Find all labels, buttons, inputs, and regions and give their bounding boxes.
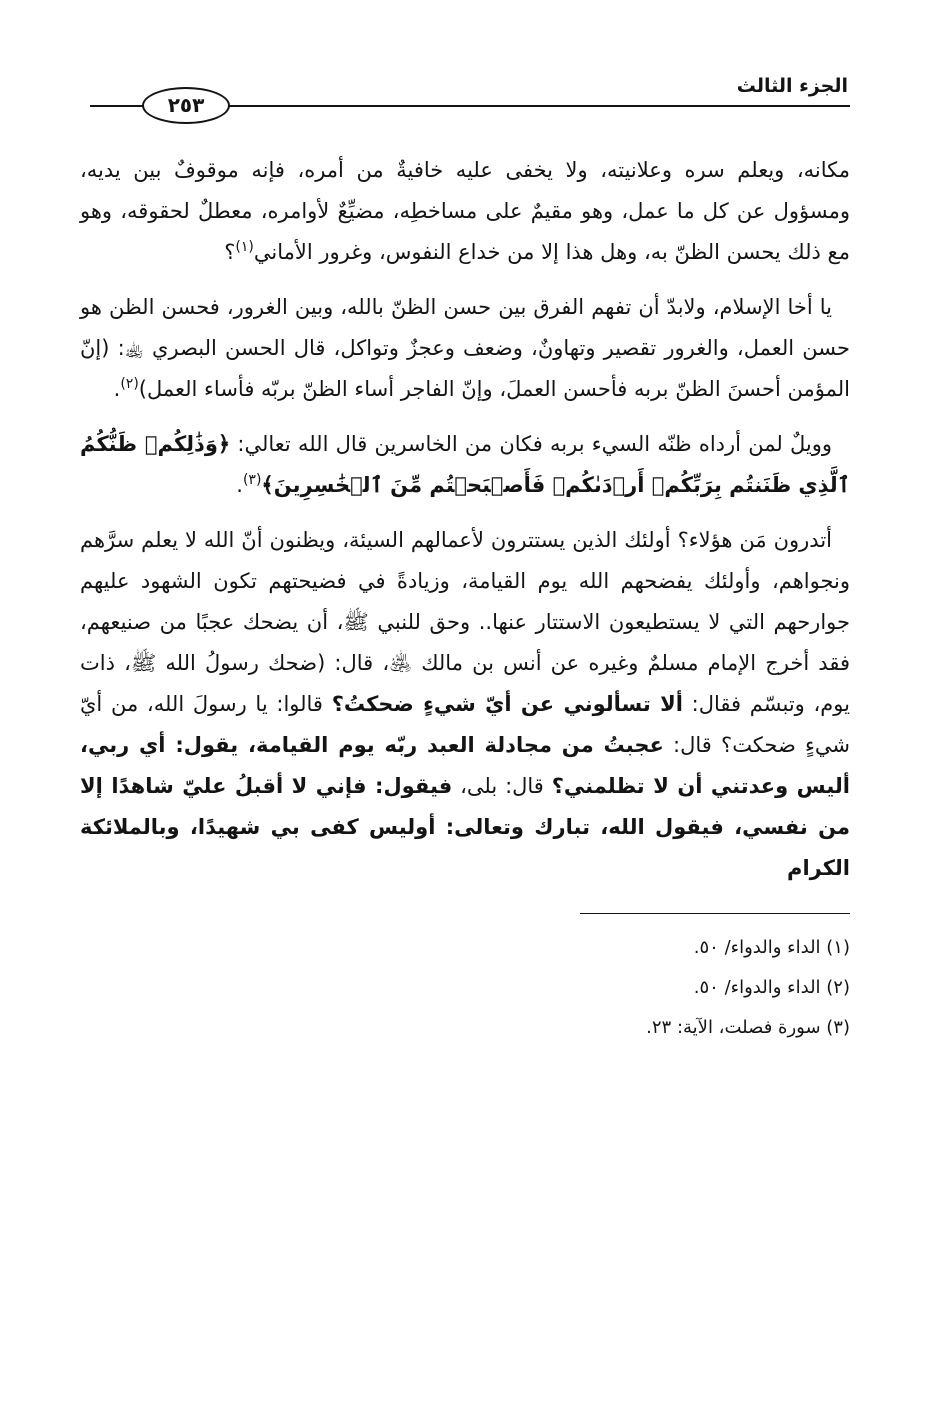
paragraph [80,520,850,889]
footnote-rule [580,913,850,914]
footnote-3: (٣) سورة فصلت، الآية: ٢٣. [646,1017,850,1038]
hadith-text: عجبتُ من مجادلة العبد ربّه يوم القيامة، يقول: أي ربي، أليس وعدتني أن لا تظلمني؟ [80,733,850,798]
text-segment: . [236,473,243,497]
text-segment: قالوا: يا رسولَ الله، من أيّ شيءٍ ضحكت؟ قال: [80,692,850,757]
footnote-reference: (٢) [120,376,139,392]
quran-verse: ﴿وَذَٰلِكُمۡ ظَنُّكُمُ ٱلَّذِي ظَنَنتُم بِرَبِّكُمۡ أَرۡدَىٰكُمۡ فَأَصۡبَحۡتُم مِّنَ ٱلۡخَٰسِرِينَ﴾ [80,432,850,497]
paragraph [80,287,850,410]
running-header [80,64,850,120]
text-segment: . [113,377,121,401]
book-page [80,64,850,1364]
text-segment: قال: بلى، [452,774,552,798]
text-segment: مكانه، ويعلم سره وعلانيته، ولا يخفى عليه خافيةٌ من أمره، فإنه موقوفٌ بين يديه، ومسؤول عن كل ما عمل، وهو مقيمٌ على مساخطِه، مضيِّعٌ لأوامره، معطلٌ لحقوقه، وهو مع ذلك يحسن الظنّ به، وهل هذا إلا من خداع النفوس، وغرور الأماني [80,158,850,264]
hadith-text: ألا تسألوني عن أيّ شيءٍ ضحكتُ؟ [331,692,683,716]
text-segment: وويلٌ لمن أرداه ظنّه السيء بربه فكان من الخاسرين قال الله تعالي: [230,432,832,456]
running-title: الجزء الثالث [736,75,848,97]
text-segment: أتدرون مَن هؤلاء؟ أولئك الذين يستترون لأعمالهم السيئة، ويظنون أنّ الله لا يعلم سرَّهم ونجواهم، وأولئك يفضحهم الله يوم القيامة، وزيادةً في فضيحتهم تكون الشهود عليهم جوارحهم التي لا يستطيعون الاستتار عنها.. وحق للنبي ﷺ، أن يضحك عجبًا من صنيعهم، فقد أخرج الإمام مسلمٌ وغيره عن أنس بن مالك ﵁، قال: (ضحك رسولُ الله ﷺ، ذات يوم، وتبسّم فقال: [80,528,850,716]
paragraph [80,150,850,273]
paragraph [80,424,850,506]
hadith-text: فيقول: فإني لا أقبلُ عليّ شاهدًا إلا من نفسي، فيقول الله، تبارك وتعالى: أوليس كفى بي شهيدًا، وبالملائكة الكرام [80,774,850,880]
footnote-reference: (٣) [242,472,262,488]
footnote-1: (١) الداء والدواء/ ٥٠. [693,937,850,958]
page-number: ٢٥٣ [142,87,230,124]
body-text [80,150,850,889]
footnote-reference: (١) [235,239,254,255]
footnote-2: (٢) الداء والدواء/ ٥٠. [693,977,850,998]
footnotes [80,928,850,1048]
text-segment: ؟ [224,240,236,264]
text-segment: يا أخا الإسلام، ولابدّ أن تفهم الفرق بين حسن الظنّ بالله، وبين الغرور، فحسن الظن هو حسن العمل، والغرور تقصير وتهاونٌ، وضعف وعجزٌ وتواكل، قال الحسن البصري ﵀: (إنّ المؤمن أحسنَ الظنّ بربه فأحسن العملَ، وإنّ الفاجر أساء الظنّ بربّه فأساء العمل) [80,295,850,401]
